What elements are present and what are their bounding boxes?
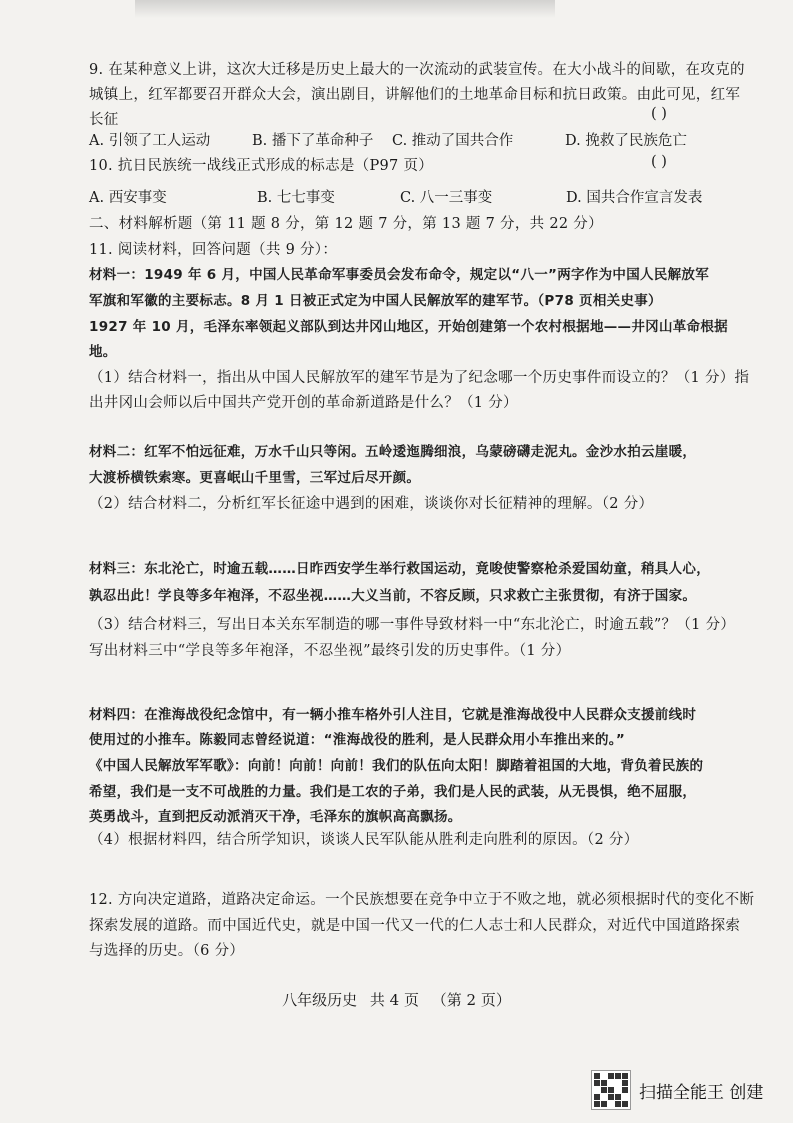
scan-shadow: [135, 0, 555, 18]
q9-option-a: A. 引领了工人运动: [89, 133, 211, 149]
q11-question2: （2）结合材料二，分析红军长征途中遇到的困难，谈谈你对长征精神的理解。（2 分）: [89, 496, 654, 512]
q11-question1-line2: 出井冈山会师以后中国共产党开创的革命新道路是什么？（1 分）: [89, 395, 518, 411]
q9-option-c: C. 推动了国共合作: [392, 133, 514, 149]
q11-material2-line2: 大渡桥横铁索寒。更喜岷山千里雪，三军过后尽开颜。: [89, 470, 421, 486]
q12-stem-line3: 与选择的历史。（6 分）: [89, 943, 245, 959]
q9-option-d: D. 挽救了民族危亡: [565, 133, 687, 149]
q11-material4-line3: 《中国人民解放军军歌》：向前！向前！向前！我们的队伍向太阳！脚踏着祖国的大地，背负着民族的: [89, 758, 704, 774]
q11-material4-line5: 英勇战斗，直到把反动派消灭干净，毛泽东的旗帜高高飘扬。: [89, 809, 462, 825]
q11-material3-line1: 材料三：东北沦亡，时逾五载……日昨西安学生举行救国运动，竟唆使警察枪杀爱国幼童，稍具人心，: [89, 561, 710, 577]
q10-option-b: B. 七七事变: [257, 190, 335, 206]
q9-answer-bracket: ( ): [651, 106, 667, 122]
q11-material1-line2: 军旗和军徽的主要标志。8 月 1 日被正式定为中国人民解放军的建军节。（P78 页相关史事）: [89, 293, 662, 309]
q11-material4-line2: 使用过的小推车。陈毅同志曾经说道：“淮海战役的胜利，是人民群众用小车推出来的。”: [89, 732, 625, 748]
q11-question3-line1: （3）结合材料三，写出日本关东军制造的哪一事件导致材料一中“东北沦亡，时逾五载”？（1 分）: [89, 617, 736, 633]
section2-title: 二、材料解析题（第 11 题 8 分，第 12 题 7 分，第 13 题 7 分，共 22 分）: [89, 216, 603, 232]
q11-material1-line3: 1927 年 10 月，毛泽东率领起义部队到达井冈山地区，开始创建第一个农村根据地——井冈山革命根据: [89, 319, 728, 335]
q11-question1-line1: （1）结合材料一，指出从中国人民解放军的建军节是为了纪念哪一个历史事件而设立的？（1 分）指: [89, 370, 750, 386]
scanner-watermark: [591, 1067, 777, 1113]
q11-material3-line2: 孰忍出此！学良等多年袍泽，不忍坐视……大义当前，不容反顾，只求救亡主张贯彻，有济于国家。: [89, 588, 697, 604]
q10-option-d: D. 国共合作宣言发表: [566, 190, 703, 206]
q10-option-a: A. 西安事变: [89, 190, 167, 206]
q11-material2-line1: 材料二：红军不怕远征难，万水千山只等闲。五岭逶迤腾细浪，乌蒙磅礴走泥丸。金沙水拍云崖暖，: [89, 444, 697, 460]
watermark-text: 扫描全能王 创建: [639, 1082, 764, 1103]
q11-material1-line4: 地。: [89, 344, 117, 360]
q10-stem: 10. 抗日民族统一战线正式形成的标志是（P97 页）: [89, 158, 434, 174]
q11-material4-line4: 希望，我们是一支不可战胜的力量。我们是工农的子弟，我们是人民的武装，从无畏惧，绝不屈服，: [89, 784, 697, 800]
page-footer: [0, 989, 793, 1010]
q9-stem-line1: 9. 在某种意义上讲，这次大迁移是历史上最大的一次流动的武装宣传。在大小战斗的间歇，在攻克的: [89, 62, 745, 78]
qr-code-icon: [591, 1070, 631, 1110]
footer-total: 共 4 页: [369, 991, 419, 1009]
q10-option-c: C. 八一三事变: [400, 190, 493, 206]
q12-stem-line2: 探索发展的道路。而中国近代史，就是中国一代又一代的仁人志士和人民群众，对近代中国道路探索: [89, 918, 741, 934]
q9-option-b: B. 播下了革命种子: [252, 133, 374, 149]
q11-material1-line1: 材料一：1949 年 6 月，中国人民革命军事委员会发布命令，规定以“八一”两字作为中国人民解放军: [89, 267, 710, 283]
q10-answer-bracket: ( ): [651, 154, 667, 170]
q9-stem-line3: 长征: [89, 112, 119, 128]
q12-stem-line1: 12. 方向决定道路，道路决定命运。一个民族想要在竞争中立于不败之地，就必须根据时代的变化不断: [89, 892, 755, 908]
q9-stem-line2: 城镇上，红军都要召开群众大会，演出剧目，讲解他们的土地革命目标和抗日政策。由此可见，红军: [89, 87, 741, 103]
q11-question4: （4）根据材料四，结合所学知识，谈谈人民军队能从胜利走向胜利的原因。（2 分）: [89, 832, 639, 848]
q11-question3-line2: 写出材料三中“学良等多年袍泽，不忍坐视”最终引发的历史事件。（1 分）: [89, 643, 571, 659]
footer-page: （第 2 页）: [431, 991, 511, 1009]
q11-material4-line1: 材料四：在淮海战役纪念馆中，有一辆小推车格外引人注目，它就是淮海战役中人民群众支援前线时: [89, 707, 697, 723]
footer-grade: 八年级历史: [282, 991, 358, 1009]
q11-stem: 11. 阅读材料，回答问题（共 9 分）：: [89, 242, 338, 258]
